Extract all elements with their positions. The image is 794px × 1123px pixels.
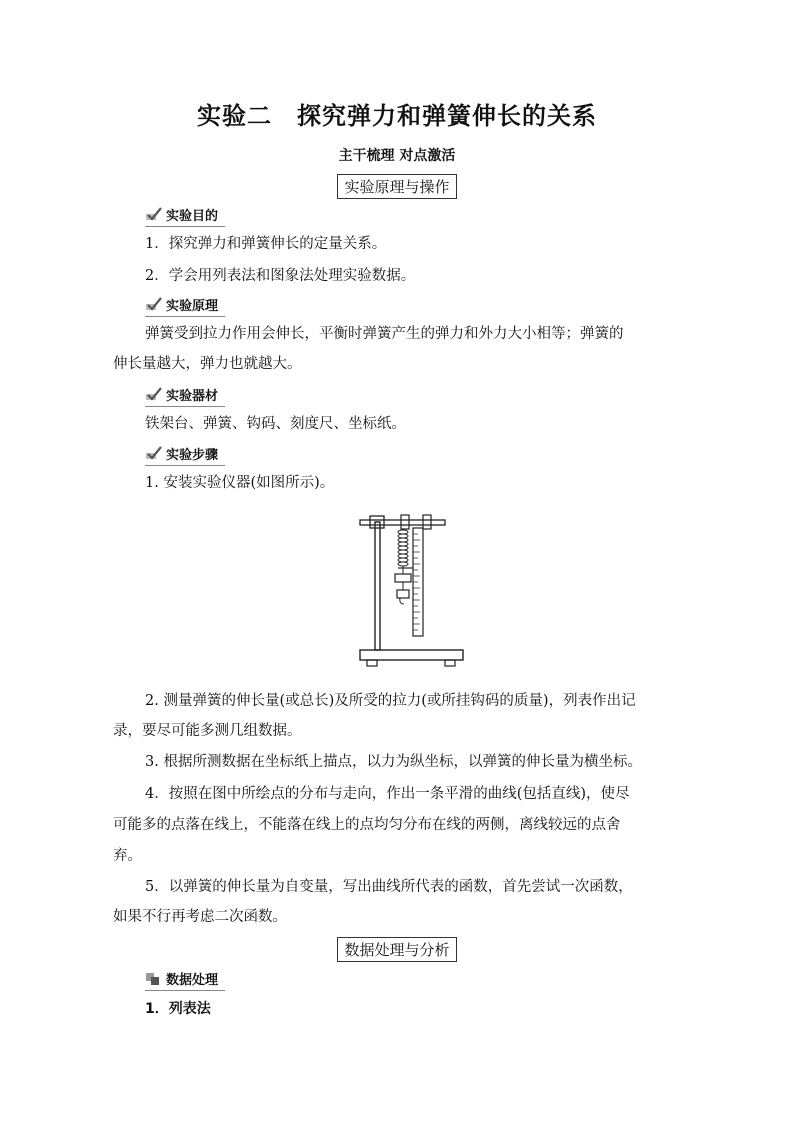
check-icon — [145, 296, 163, 312]
check-icon — [145, 445, 163, 461]
step-1: 1. 安装实验仪器(如图所示)。 — [145, 475, 335, 491]
check-icon — [145, 206, 163, 222]
section-label: 数据处理与分析 — [337, 937, 456, 962]
step-4-line: 4．按照在图中所绘点的分布与走向，作出一条平滑的曲线(包括直线)，使尽 — [145, 786, 630, 802]
section-header-principle-operation — [0, 174, 794, 199]
heading-principle: 实验原理 — [145, 294, 218, 314]
apparatus-figure — [355, 510, 470, 672]
step-5-line: 5．以弹簧的伸长量为自变量，写出曲线所代表的函数，首先尝试一次函数， — [145, 879, 633, 895]
section-label: 实验原理与操作 — [337, 174, 456, 199]
step-2-line: 2. 测量弹簧的伸长量(或总长)及所受的拉力(或所挂钩码的质量)，列表作出记 — [145, 693, 636, 709]
objective-item: 1．探究弹力和弹簧伸长的定量关系。 — [145, 236, 387, 252]
heading-steps: 实验步骤 — [145, 443, 218, 463]
step-3: 3. 根据所测数据在坐标纸上描点，以力为纵坐标，以弹簧的伸长量为横坐标。 — [145, 754, 642, 770]
objective-item: 2．学会用列表法和图象法处理实验数据。 — [145, 268, 416, 284]
page-title: 实验二 探究弹力和弹簧伸长的关系 — [197, 102, 597, 130]
heading-equipment: 实验器材 — [145, 384, 218, 404]
heading-objective: 实验目的 — [145, 204, 218, 224]
step-4-line: 可能多的点落在线上，不能落在线上的点均匀分布在线的两侧，离线较远的点舍 — [113, 817, 621, 833]
heading-data-processing: 数据处理 — [145, 968, 218, 988]
principle-line: 伸长量越大，弹力也就越大。 — [113, 356, 302, 372]
page-subtitle: 主干梳理 对点激活 — [338, 148, 456, 164]
step-5-line: 如果不行再考虑二次函数。 — [113, 909, 287, 925]
processing-item-1: 1．列表法 — [145, 1001, 211, 1017]
step-4-line: 弃。 — [113, 848, 142, 864]
squares-icon — [145, 970, 163, 986]
check-icon — [145, 386, 163, 402]
step-2-line: 录，要尽可能多测几组数据。 — [113, 723, 302, 739]
principle-line: 弹簧受到拉力作用会伸长，平衡时弹簧产生的弹力和外力大小相等；弹簧的 — [145, 326, 624, 342]
section-header-data-analysis — [0, 937, 794, 962]
equipment-text: 铁架台、弹簧、钩码、刻度尺、坐标纸。 — [145, 416, 406, 432]
